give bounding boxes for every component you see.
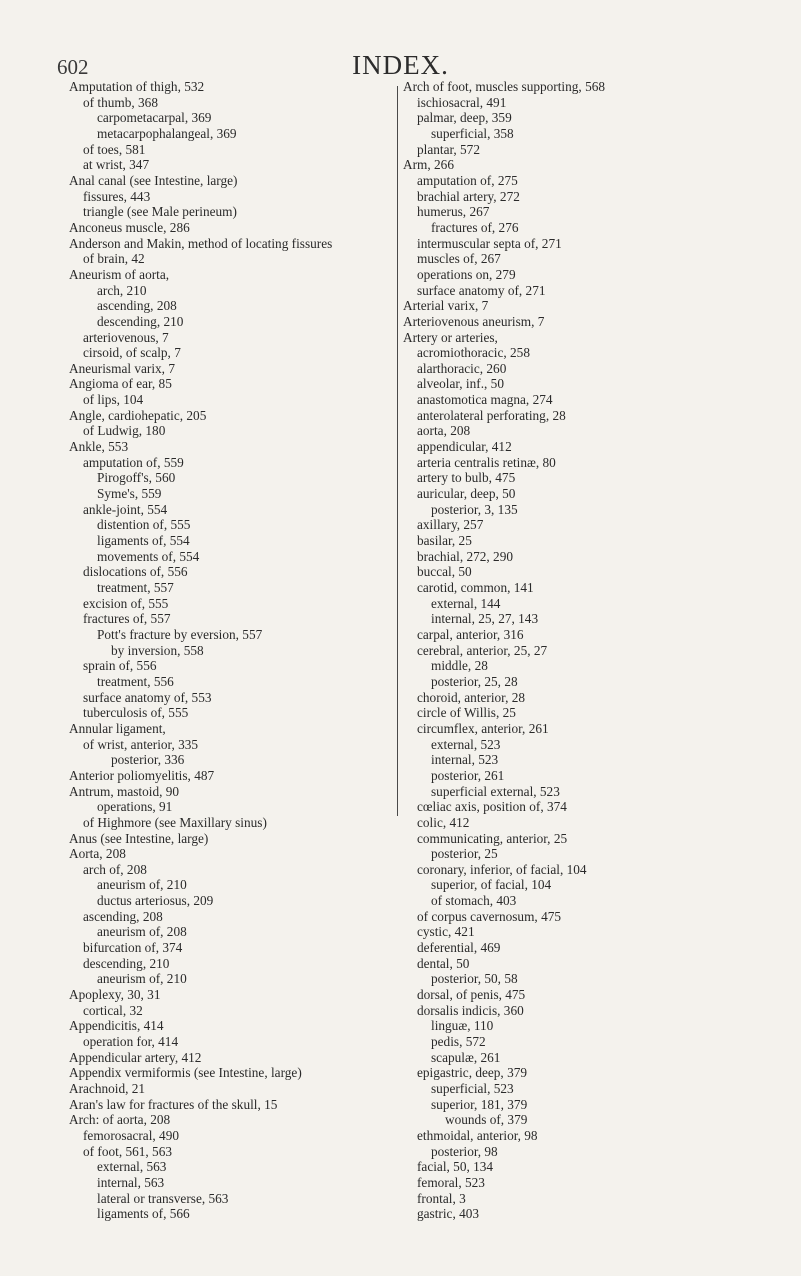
index-entry: carotid, common, 141 bbox=[417, 580, 534, 595]
index-entry: anterolateral perforating, 28 bbox=[417, 407, 566, 423]
index-entry: brachial artery, 272 bbox=[417, 188, 520, 204]
index-entry: Antrum, mastoid, 90 bbox=[69, 783, 180, 799]
index-entry: intermuscular septa of, 271 bbox=[417, 235, 562, 251]
index-entry: Arterial varix, 7 bbox=[403, 298, 489, 314]
index-entry: Ankle, 553 bbox=[69, 439, 129, 455]
index-entry: aneurism of, 208 bbox=[97, 924, 187, 940]
index-entry: Pirogoff's, 560 bbox=[97, 470, 176, 486]
index-entry: ligaments of, 554 bbox=[97, 533, 190, 549]
index-entry: Amputation of thigh, 532 bbox=[69, 79, 205, 94]
index-entry: aneurism of, 210 bbox=[97, 877, 187, 893]
index-entry: cœliac axis, position of, 374 bbox=[417, 799, 567, 815]
index-entry: aorta, 208 bbox=[417, 423, 471, 439]
index-entry: of wrist, anterior, 335 bbox=[83, 736, 199, 752]
index-entry: treatment, 556 bbox=[97, 673, 174, 689]
index-entry: brachial, 272, 290 bbox=[417, 548, 514, 564]
index-entry: bifurcation of, 374 bbox=[83, 940, 183, 956]
index-entry: anastomotica magna, 274 bbox=[417, 392, 553, 408]
index-entry: circle of Willis, 25 bbox=[417, 705, 516, 721]
index-entry: surface anatomy of, 271 bbox=[417, 282, 546, 298]
index-entry: amputation of, 559 bbox=[83, 454, 184, 470]
index-entry: arch, 210 bbox=[97, 282, 147, 298]
index-entry: arch of, 208 bbox=[83, 861, 147, 877]
index-entry: acromiothoracic, 258 bbox=[417, 345, 530, 361]
index-entry: fractures of, 276 bbox=[431, 219, 519, 235]
index-entry: alveolar, inf., 50 bbox=[417, 376, 504, 392]
index-entry: of thumb, 368 bbox=[83, 94, 158, 110]
index-entry: Appendix vermiformis (see Intestine, large) bbox=[69, 1065, 302, 1081]
index-entry: muscles of, 267 bbox=[417, 251, 501, 267]
index-entry: Apoplexy, 30, 31 bbox=[69, 987, 161, 1003]
index-entry: operations on, 279 bbox=[417, 266, 516, 282]
index-entry: of foot, 561, 563 bbox=[83, 1143, 173, 1159]
index-entry: carpal, anterior, 316 bbox=[417, 626, 524, 642]
index-entry: cirsoid, of scalp, 7 bbox=[83, 345, 181, 361]
index-entry: Arm, 266 bbox=[403, 157, 454, 173]
index-entry: excision of, 555 bbox=[83, 595, 169, 611]
index-entry: of lips, 104 bbox=[83, 392, 144, 408]
index-entry: posterior, 3, 135 bbox=[431, 501, 518, 517]
index-entry: lateral or transverse, 563 bbox=[97, 1190, 229, 1206]
index-entry: ascending, 208 bbox=[83, 908, 163, 924]
index-entry: appendicular, 412 bbox=[417, 439, 512, 455]
index-entry: cerebral, anterior, 25, 27 bbox=[417, 642, 548, 658]
index-entry: ligaments of, 566 bbox=[97, 1206, 190, 1222]
index-entry: posterior, 50, 58 bbox=[431, 971, 518, 987]
index-entry: superior, of facial, 104 bbox=[431, 877, 552, 893]
index-entry: Anterior poliomyelitis, 487 bbox=[69, 767, 215, 783]
index-entry: buccal, 50 bbox=[417, 564, 472, 580]
index-entry: of Highmore (see Maxillary sinus) bbox=[83, 814, 267, 830]
index-entry: posterior, 261 bbox=[431, 767, 505, 783]
index-entry: Anus (see Intestine, large) bbox=[69, 830, 209, 846]
index-entry: Arch: of aorta, 208 bbox=[69, 1112, 171, 1128]
index-entry: descending, 210 bbox=[83, 955, 170, 971]
index-entry: metacarpophalangeal, 369 bbox=[97, 125, 237, 141]
index-entry: artery to bulb, 475 bbox=[417, 470, 516, 486]
page-number: 602 bbox=[57, 55, 89, 79]
index-entry: deferential, 469 bbox=[417, 940, 501, 956]
index-entry: by inversion, 558 bbox=[111, 642, 204, 658]
index-entry: Pott's fracture by eversion, 557 bbox=[97, 626, 263, 642]
index-entry: of brain, 42 bbox=[83, 251, 145, 267]
index-entry: amputation of, 275 bbox=[417, 172, 518, 188]
index-entry: colic, 412 bbox=[417, 814, 470, 830]
index-entry: Aneurism of aorta, bbox=[69, 266, 170, 282]
index-entry: of toes, 581 bbox=[83, 141, 146, 157]
index-entry: of corpus cavernosum, 475 bbox=[417, 908, 562, 924]
index-entry: plantar, 572 bbox=[417, 141, 480, 157]
index-entry: circumflex, anterior, 261 bbox=[417, 720, 549, 736]
index-entry: coronary, inferior, of facial, 104 bbox=[417, 861, 587, 877]
index-entry: distention of, 555 bbox=[97, 517, 191, 533]
index-entry: wounds of, 379 bbox=[445, 1112, 528, 1128]
index-entry: posterior, 25, 28 bbox=[431, 673, 518, 689]
index-entry: Aorta, 208 bbox=[69, 846, 126, 862]
index-entry: surface anatomy of, 553 bbox=[83, 689, 212, 705]
index-entry: external, 523 bbox=[431, 736, 501, 752]
index-entry: ischiosacral, 491 bbox=[417, 94, 507, 110]
index-entry: superior, 181, 379 bbox=[431, 1096, 528, 1112]
index-entry: ascending, 208 bbox=[97, 298, 177, 314]
index-entry: fractures of, 557 bbox=[83, 611, 171, 627]
index-entry: carpometacarpal, 369 bbox=[97, 110, 212, 126]
index-entry: Angioma of ear, 85 bbox=[69, 376, 172, 392]
index-entry: dorsalis indicis, 360 bbox=[417, 1002, 524, 1018]
index-entry: Annular ligament, bbox=[69, 720, 166, 736]
index-entry: communicating, anterior, 25 bbox=[417, 830, 568, 846]
index-entry: cystic, 421 bbox=[417, 924, 475, 940]
index-entry: fissures, 443 bbox=[83, 188, 151, 204]
index-entry: femoral, 523 bbox=[417, 1174, 485, 1190]
index-entry: superficial, 523 bbox=[431, 1081, 514, 1096]
index-entry: Syme's, 559 bbox=[97, 486, 162, 502]
index-entry: Anderson and Makin, method of locating fissures bbox=[69, 235, 333, 251]
index-entry: external, 144 bbox=[431, 595, 501, 611]
index-entry: ankle-joint, 554 bbox=[83, 501, 168, 517]
index-entry: middle, 28 bbox=[431, 658, 488, 674]
index-entry: internal, 523 bbox=[431, 752, 499, 768]
column-divider bbox=[397, 86, 398, 816]
index-entry: of stomach, 403 bbox=[431, 893, 517, 909]
index-entry: Aneurismal varix, 7 bbox=[69, 360, 175, 376]
index-entry: Arachnoid, 21 bbox=[69, 1081, 146, 1096]
index-entry: tuberculosis of, 555 bbox=[83, 705, 189, 721]
page-title: INDEX. bbox=[352, 50, 449, 80]
index-entry: arteria centralis retinæ, 80 bbox=[417, 454, 556, 470]
index-entry: internal, 563 bbox=[97, 1174, 165, 1190]
index-entry: Aran's law for fractures of the skull, 15 bbox=[69, 1096, 278, 1112]
index-entry: pedis, 572 bbox=[431, 1034, 486, 1050]
index-entry: facial, 50, 134 bbox=[417, 1159, 494, 1175]
index-entry: Appendicitis, 414 bbox=[69, 1018, 164, 1034]
index-entry: dislocations of, 556 bbox=[83, 564, 188, 580]
index-entry: posterior, 336 bbox=[111, 752, 185, 768]
index-entry: operations, 91 bbox=[97, 799, 173, 815]
index-entry: femorosacral, 490 bbox=[83, 1127, 179, 1143]
index-entry: Anconeus muscle, 286 bbox=[69, 219, 190, 235]
index-entry: sprain of, 556 bbox=[83, 658, 157, 674]
index-column-left bbox=[69, 79, 399, 1222]
index-entry: dorsal, of penis, 475 bbox=[417, 987, 526, 1003]
index-entry: descending, 210 bbox=[97, 313, 184, 329]
index-entry: Anal canal (see Intestine, large) bbox=[69, 172, 238, 188]
index-entry: alarthoracic, 260 bbox=[417, 360, 507, 376]
index-entry: Arch of foot, muscles supporting, 568 bbox=[403, 79, 606, 94]
index-entry: posterior, 98 bbox=[431, 1143, 498, 1159]
index-entry: arteriovenous, 7 bbox=[83, 329, 169, 345]
index-entry: palmar, deep, 359 bbox=[417, 110, 512, 126]
index-entry: external, 563 bbox=[97, 1159, 167, 1175]
index-entry: superficial external, 523 bbox=[431, 783, 560, 799]
index-entry: basilar, 25 bbox=[417, 533, 472, 549]
index-entry: ductus arteriosus, 209 bbox=[97, 893, 214, 909]
index-entry: scapulæ, 261 bbox=[431, 1049, 501, 1065]
index-entry: Angle, cardiohepatic, 205 bbox=[69, 407, 207, 423]
index-column-right bbox=[403, 79, 783, 1222]
index-entry: humerus, 267 bbox=[417, 204, 490, 220]
index-entry: epigastric, deep, 379 bbox=[417, 1065, 528, 1081]
index-entry: triangle (see Male perineum) bbox=[83, 204, 237, 220]
index-entry: at wrist, 347 bbox=[83, 157, 150, 173]
index-entry: posterior, 25 bbox=[431, 846, 498, 862]
index-entry: of Ludwig, 180 bbox=[83, 423, 166, 439]
index-entry: Artery or arteries, bbox=[403, 329, 498, 345]
index-entry: aneurism of, 210 bbox=[97, 971, 187, 987]
index-entry: superficial, 358 bbox=[431, 125, 514, 141]
index-entry: dental, 50 bbox=[417, 955, 470, 971]
index-entry: operation for, 414 bbox=[83, 1034, 179, 1050]
index-entry: ethmoidal, anterior, 98 bbox=[417, 1127, 538, 1143]
index-entry: movements of, 554 bbox=[97, 548, 200, 564]
index-entry: gastric, 403 bbox=[417, 1206, 480, 1222]
index-entry: Arteriovenous aneurism, 7 bbox=[403, 313, 545, 329]
index-entry: choroid, anterior, 28 bbox=[417, 689, 526, 705]
index-entry: frontal, 3 bbox=[417, 1190, 466, 1206]
index-entry: Appendicular artery, 412 bbox=[69, 1049, 202, 1065]
index-entry: treatment, 557 bbox=[97, 580, 174, 595]
index-entry: linguæ, 110 bbox=[431, 1018, 494, 1034]
index-entry: internal, 25, 27, 143 bbox=[431, 611, 539, 627]
index-entry: cortical, 32 bbox=[83, 1002, 143, 1018]
index-entry: axillary, 257 bbox=[417, 517, 484, 533]
index-entry: auricular, deep, 50 bbox=[417, 486, 516, 502]
